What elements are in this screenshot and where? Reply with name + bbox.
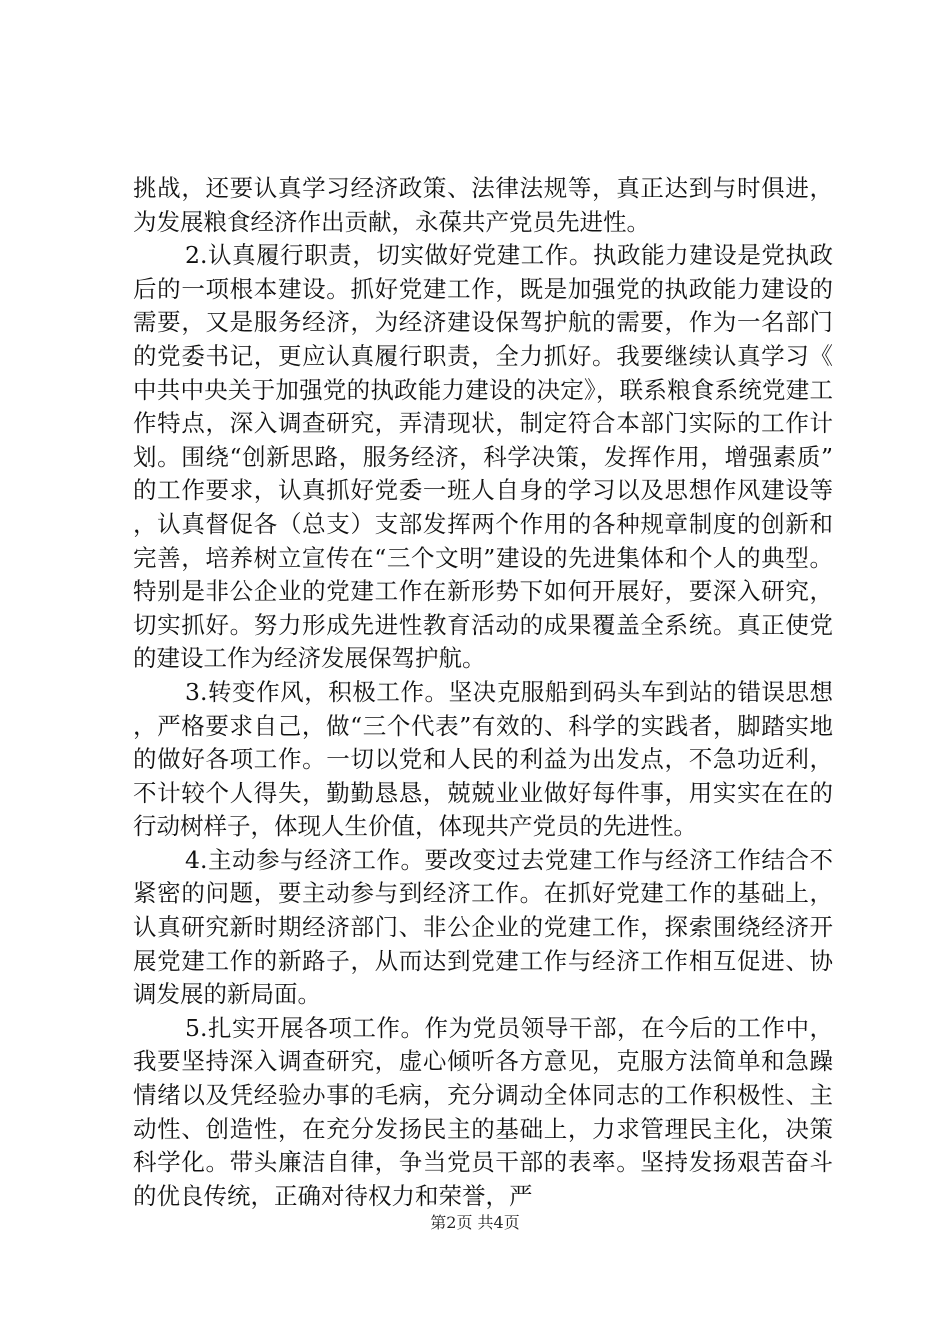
paragraph-item-3: 3.转变作风，积极工作。坚决克服船到码头车到站的错误思想，严格要求自己，做“三个代表”有效的、科学的实践者，脚踏实地的做好各项工作。一切以党和人民的利益为出发点，不急功近利，不计较个人得失，勤勤恳恳，兢兢业业做好每件事，用实实在在的行动树样子，体现人生价值，体现共产党员的先进性。	[133, 677, 833, 841]
paragraph-item-5: 5.扎实开展各项工作。作为党员领导干部，在今后的工作中，我要坚持深入调查研究，虚心倾听各方意见，克服方法简单和急躁情绪以及凭经验办事的毛病，充分调动全体同志的工作积极性、主动性、创造性，在充分发扬民主的基础上，力求管理民主化，决策科学化。带头廉洁自律，争当党员干部的表率。坚持发扬艰苦奋斗的优良传统，正确对待权力和荣誉，严	[133, 1013, 833, 1210]
paragraph-item-4: 4.主动参与经济工作。要改变过去党建工作与经济工作结合不紧密的问题，要主动参与到经济工作。在抓好党建工作的基础上，认真研究新时期经济部门、非公企业的党建工作，探索围绕经济开展党建工作的新路子，从而达到党建工作与经济工作相互促进、协调发展的新局面。	[133, 845, 833, 1009]
document-body	[133, 172, 833, 1213]
paragraph-item-2: 2.认真履行职责，切实做好党建工作。执政能力建设是党执政后的一项根本建设。抓好党建工作，既是加强党的执政能力建设的需要，又是服务经济，为经济建设保驾护航的需要，作为一名部门的党委书记，更应认真履行职责，全力抓好。我要继续认真学习《中共中央关于加强党的执政能力建设的决定》，联系粮食系统党建工作特点，深入调查研究，弄清现状，制定符合本部门实际的工作计划。围绕“创新思路，服务经济，科学决策，发挥作用，增强素质”的工作要求，认真抓好党委一班人自身的学习以及思想作风建设等，认真督促各（总支）支部发挥两个作用的各种规章制度的创新和完善，培养树立宣传在“三个文明”建设的先进集体和个人的典型。特别是非公企业的党建工作在新形势下如何开展好，要深入研究，切实抓好。努力形成先进性教育活动的成果覆盖全系统。真正使党的建设工作为经济发展保驾护航。	[133, 241, 833, 673]
paragraph-continuation: 挑战，还要认真学习经济政策、法律法规等，真正达到与时俱进，为发展粮食经济作出贡献，永葆共产党员先进性。	[133, 174, 833, 236]
page-footer: 第2页 共4页	[430, 1213, 520, 1232]
